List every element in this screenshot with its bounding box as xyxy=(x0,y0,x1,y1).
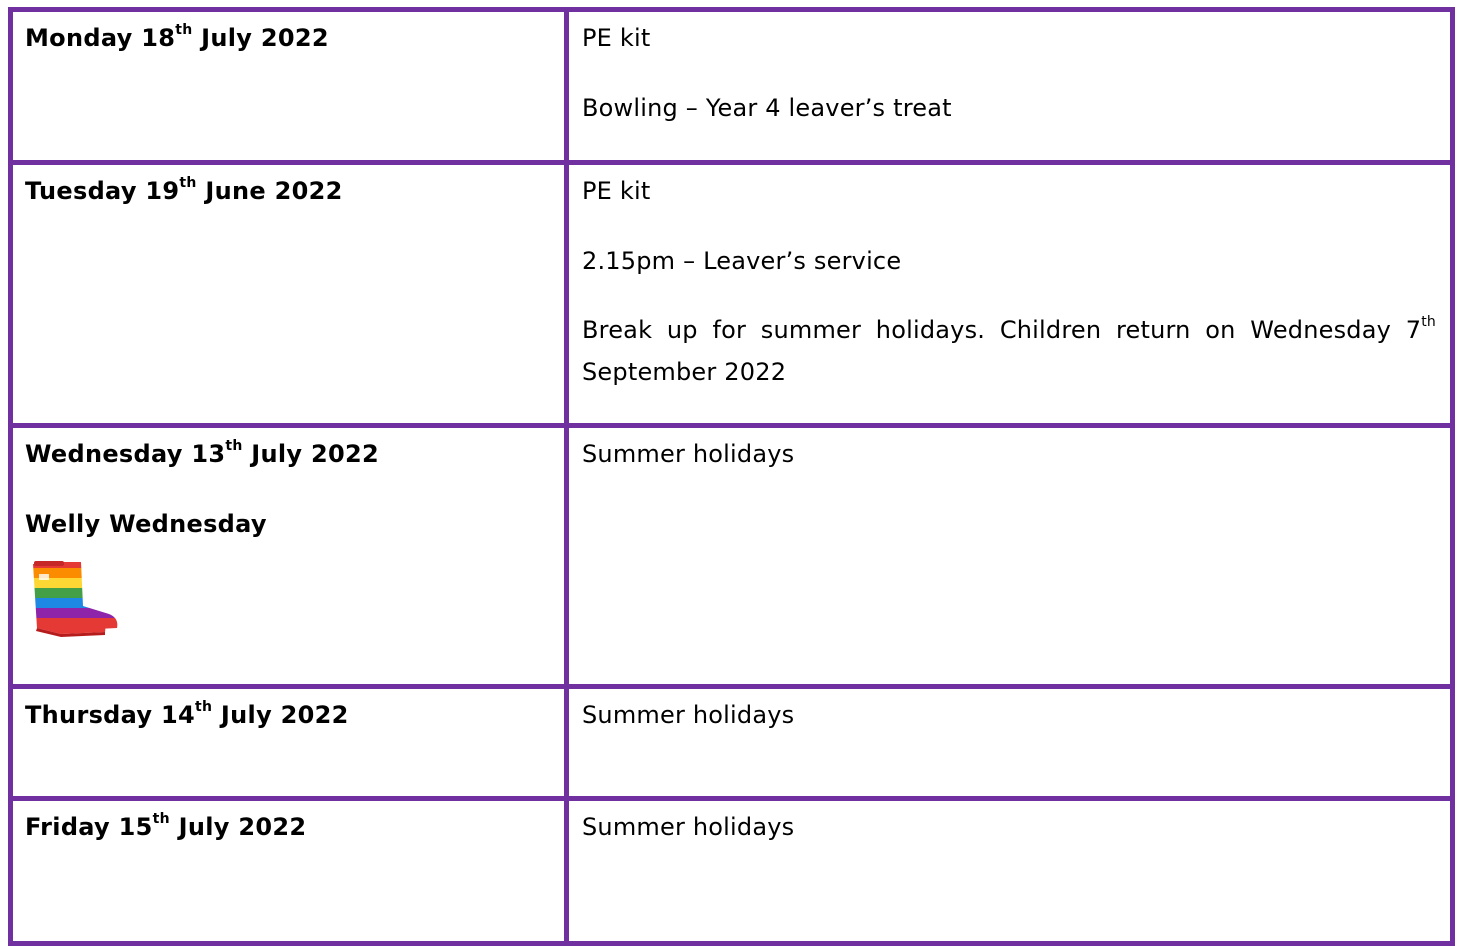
table-row xyxy=(11,163,1453,426)
event-item: 2.15pm – Leaver’s service xyxy=(582,247,902,275)
day-cell xyxy=(11,10,567,163)
events-cell xyxy=(567,426,1453,687)
day-subtitle: Welly Wednesday xyxy=(25,510,267,538)
event-item: Summer holidays xyxy=(582,701,795,729)
day-title: Friday 15th July 2022 xyxy=(25,811,307,841)
day-title: Wednesday 13th July 2022 xyxy=(25,438,380,468)
schedule-table xyxy=(8,7,1455,946)
event-note: Break up for summer holidays. Children return on Wednesday 7th September 2022 xyxy=(582,314,1436,386)
event-item: Summer holidays xyxy=(582,813,795,841)
day-title: Tuesday 19th June 2022 xyxy=(25,175,343,205)
events-cell xyxy=(567,799,1453,944)
table-row xyxy=(11,10,1453,163)
table-row xyxy=(11,799,1453,944)
schedule-page xyxy=(8,7,1455,907)
day-cell xyxy=(11,799,567,944)
event-item: PE kit xyxy=(582,24,651,52)
wellington-boots-icon xyxy=(25,540,564,642)
event-item: Bowling – Year 4 leaver’s treat xyxy=(582,94,952,122)
day-cell xyxy=(11,163,567,426)
table-row xyxy=(11,426,1453,687)
day-cell xyxy=(11,687,567,799)
day-title: Thursday 14th July 2022 xyxy=(25,699,349,729)
events-cell xyxy=(567,687,1453,799)
event-item: PE kit xyxy=(582,177,651,205)
event-item: Summer holidays xyxy=(582,440,795,468)
table-row xyxy=(11,687,1453,799)
day-title: Monday 18th July 2022 xyxy=(25,22,329,52)
events-cell xyxy=(567,10,1453,163)
day-cell xyxy=(11,426,567,687)
events-cell xyxy=(567,163,1453,426)
